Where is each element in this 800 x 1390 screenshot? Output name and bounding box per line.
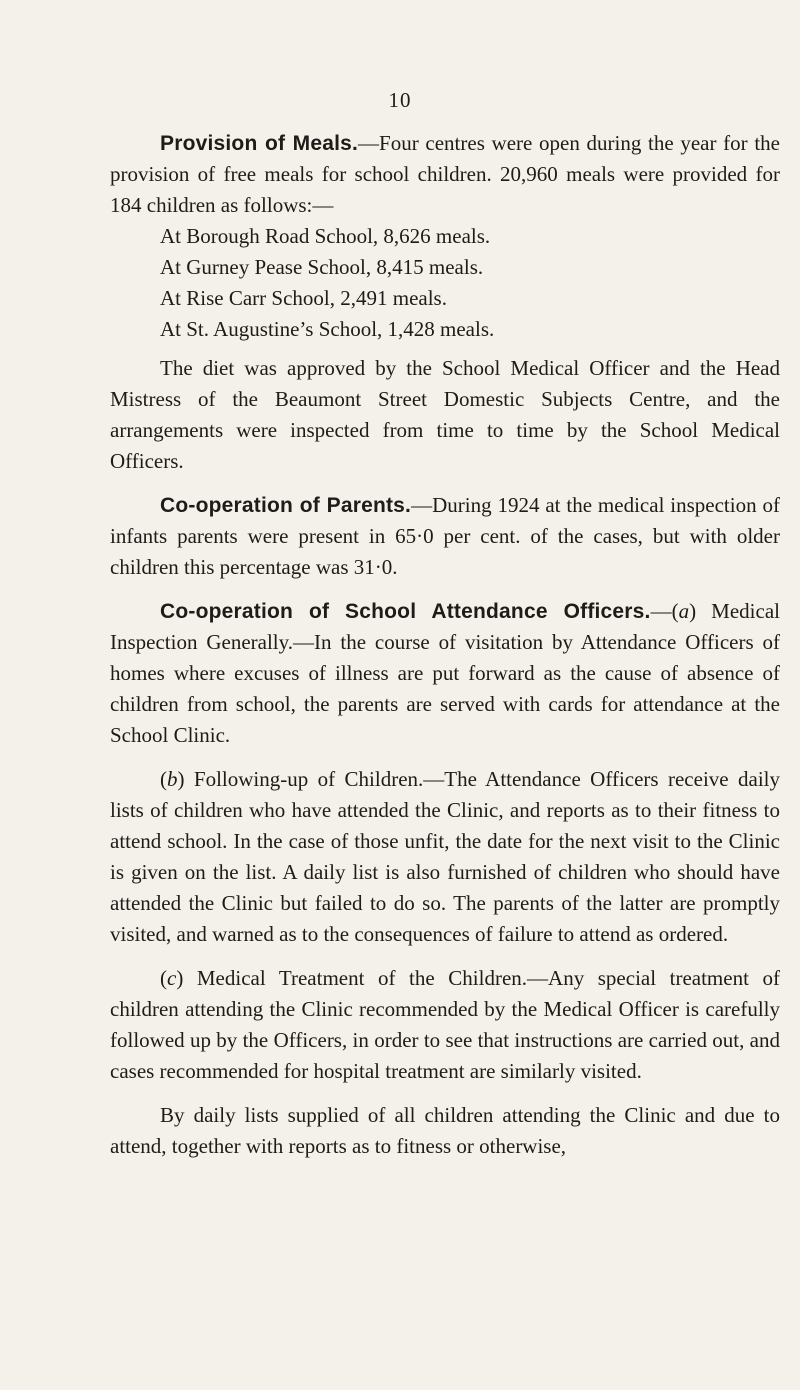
meals-list-item: At St. Augustine’s School, 1,428 meals. <box>160 317 495 341</box>
attendance-b-letter: b <box>167 767 178 791</box>
meals-list-item: At Borough Road School, 8,626 meals. <box>160 224 491 248</box>
attendance-paragraph-c: (c) Medical Treatment of the Children.—Any special treatment of children attending the Clinic recommended by the Medical Officer is carefully followed up by the Officers, in order to see that instructions are carried out, and cases recommended for hospital treatment are similarly visited. <box>110 966 780 1083</box>
page-number: 10 <box>388 88 412 112</box>
attendance-paragraph-a <box>110 596 780 751</box>
meals-list <box>110 221 780 345</box>
document-body <box>110 128 780 1162</box>
diet-paragraph: The diet was approved by the School Medical Officer and the Head Mistress of the Beaumont Street Domestic Subjects Centre, and the arrangements were inspected from time to time by the School Medical Officers. <box>110 356 780 473</box>
meals-list-item: At Gurney Pease School, 8,415 meals. <box>160 255 484 279</box>
attendance-b-text: ) Following-up of Children.—The Attendance Officers receive daily lists of children who have attended the Clinic, and reports as to their fitness to attend school. In the case of those unfit, the date for the next visit to the Clinic is given on the list. A daily list is also furnished of children who should have attended the Clinic but failed to do so. The parents of the latter are promptly visited, and warned as to the consequences of failure to attend as ordered. <box>110 767 780 946</box>
parents-paragraph <box>110 490 780 583</box>
attendance-heading: Co-operation of School Attendance Officers. <box>160 600 651 623</box>
attendance-a-text: ) Medical Inspection Generally.—In the course of visitation by Attendance Officers of homes where excuses of illness are put forward as the cause of absence of children from school, the parents are served with cards for attendance at the School Clinic. <box>110 599 780 747</box>
provision-heading: Provision of Meals. <box>160 132 359 155</box>
attendance-a-prefix: —( <box>650 599 679 623</box>
parents-text: —During 1924 at the medical inspection of infants parents were present in 65·0 per cent. of the cases, but with older children this percentage was 31·0. <box>110 493 780 579</box>
provision-paragraph <box>110 128 780 221</box>
attendance-c-letter: c <box>167 966 177 990</box>
attendance-paragraph-b: (b) Following-up of Children.—The Attendance Officers receive daily lists of children who have attended the Clinic, and reports as to their fitness to attend school. In the case of those unfit, the date for the next visit to the Clinic is given on the list. A daily list is also furnished of children who should have attended the Clinic but failed to do so. The parents of the latter are promptly visited, and warned as to the consequences of failure to attend as ordered. <box>110 767 780 946</box>
provision-text: —Four centres were open during the year for the provision of free meals for school children. 20,960 meals were provided for 184 children as follows:— <box>110 131 780 217</box>
attendance-a-letter: a <box>678 599 690 623</box>
daily-lists-paragraph: By daily lists supplied of all children attending the Clinic and due to attend, together with reports as to fitness or otherwise, <box>110 1103 780 1158</box>
attendance-c-text: ) Medical Treatment of the Children.—Any special treatment of children attending the Clinic recommended by the Medical Officer is carefully followed up by the Officers, in order to see that instructions are carried out, and cases recommended for hospital treatment are similarly visited. <box>110 966 780 1083</box>
meals-list-item: At Rise Carr School, 2,491 meals. <box>160 286 447 310</box>
parents-heading: Co-operation of Parents. <box>160 494 412 517</box>
